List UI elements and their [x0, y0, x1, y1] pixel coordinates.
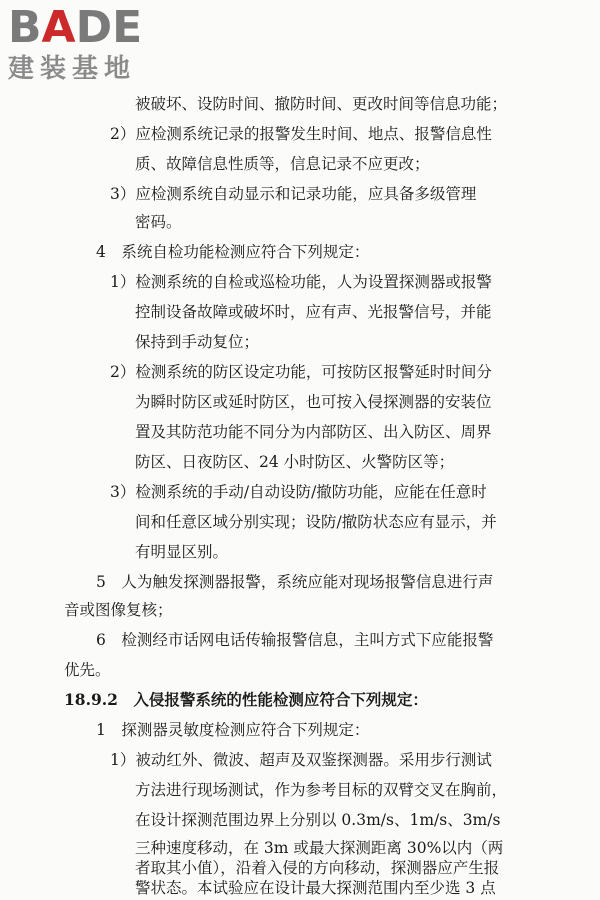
text-line: 2）检测系统的防区设定功能，可按防区报警延时时间分 [110, 363, 492, 381]
text-line: 3）应检测系统自动显示和记录功能，应具备多级管理 [110, 185, 477, 203]
text-line: 置及其防范功能不同分为内部防区、出入防区、周界 [135, 423, 492, 441]
logo-letter-e: E [112, 2, 143, 53]
text-line: 者取其小值），沿着入侵的方向移动，探测器应产生报 [135, 859, 500, 877]
text-line: 音或图像复核； [64, 601, 173, 619]
text-line: 2）应检测系统记录的报警发生时间、地点、报警信息性 [110, 125, 492, 143]
text-line: 防区、日夜防区、24 小时防区、火警防区等； [135, 453, 455, 471]
text-line: 4 系统自检功能检测应符合下列规定： [96, 243, 370, 261]
logo-letter-d: D [75, 2, 113, 53]
logo-letter-b: B [8, 2, 42, 53]
section-heading: 18.9.2 入侵报警系统的性能检测应符合下列规定： [64, 690, 428, 709]
text-line: 方法进行现场测试，作为参考目标的双臂交叉在胸前， [135, 781, 508, 799]
logo-wordmark [8, 4, 142, 52]
text-line: 1）检测系统的自检或巡检功能，人为设置探测器或报警 [110, 273, 492, 291]
text-line: 警状态。本试验应在设计最大探测范围内至少选 3 点 [135, 879, 496, 897]
logo-letter-a: A [41, 2, 76, 53]
text-line: 密码。 [135, 213, 182, 231]
text-line: 三种速度移动，在 3m 或最大探测距离 30%以内（两 [135, 839, 504, 857]
text-line: 5 人为触发探测器报警，系统应能对现场报警信息进行声 [96, 573, 494, 591]
text-line: 在设计探测范围边界上分别以 0.3m/s、1m/s、3m/s [135, 811, 501, 829]
text-line: 有明显区别。 [135, 543, 229, 561]
text-line: 1 探测器灵敏度检测应符合下列规定： [96, 721, 370, 739]
text-line: 1）被动红外、微波、超声及双鉴探测器。采用步行测试 [110, 751, 492, 769]
text-line: 3）检测系统的手动/自动设防/撤防功能，应能在任意时 [110, 483, 487, 501]
logo-subtitle: 建装基地 [8, 54, 137, 84]
text-line: 被破坏、设防时间、撤防时间、更改时间等信息功能； [135, 95, 508, 113]
text-line: 优先。 [64, 661, 111, 679]
bade-logo [8, 4, 142, 84]
text-line: 为瞬时防区或延时防区，也可按入侵探测器的安装位 [135, 393, 492, 411]
text-line: 控制设备故障或破坏时，应有声、光报警信号，并能 [135, 303, 492, 321]
text-line: 6 检测经市话网电话传输报警信息，主叫方式下应能报警 [96, 631, 494, 649]
text-line: 间和任意区域分别实现；设防/撤防状态应有显示，并 [135, 513, 497, 531]
text-line: 保持到手动复位； [135, 333, 260, 351]
text-line: 质、故障信息性质等，信息记录不应更改； [135, 155, 430, 173]
